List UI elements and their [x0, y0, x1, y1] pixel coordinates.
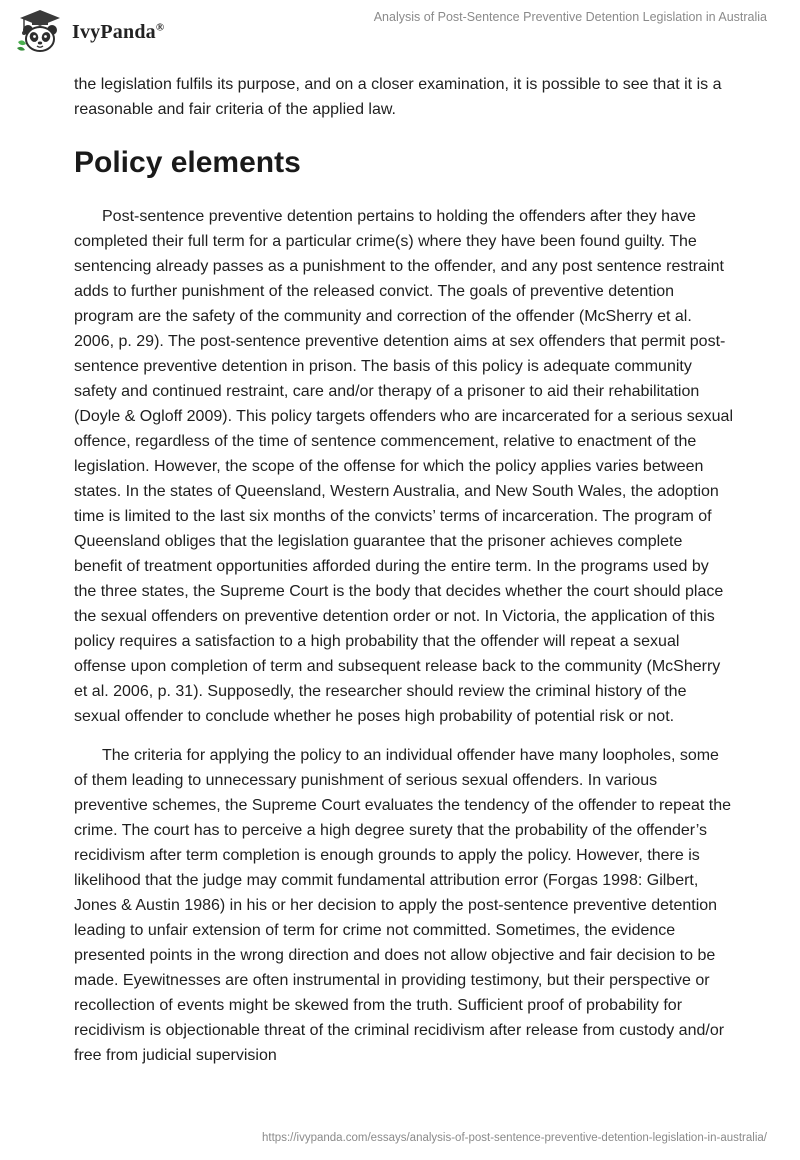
logo-text: IvyPanda® [72, 20, 165, 43]
ivypanda-logo[interactable] [14, 8, 164, 54]
page-header [0, 0, 800, 62]
source-url[interactable]: https://ivypanda.com/essays/analysis-of-post-sentence-preventive-detention-legislation-in-australia/ [262, 1132, 767, 1144]
section-heading: Policy elements [74, 146, 301, 179]
article-body [74, 72, 734, 1068]
body-paragraph-2: The criteria for applying the policy to an individual offender have many loopholes, some of them leading to unnecessary punishment of serious sexual offenders. In various preventive schemes, the Supreme Court evaluates the tendency of the offender to repeat the crime. The court has to perceive a high degree surety that the probability of the offender’s recidivism after term completion is enough grounds to apply the policy. However, there is likelihood that the judge may commit fundamental attribution error (Forgas 1998: Gilbert, Jones & Austin 1986) in his or her decision to apply the post-sentence preventive detention leading to unfair extension of term for crime not committed. Sometimes, the evidence presented points in the wrong direction and does not allow objective and fair decision to be made. Eyewitnesses are often instrumental in providing testimony, but their perspective or recollection of events might be skewed from the truth. Sufficient proof of probability for recidivism is objectionable threat of the criminal recidivism after release from custody and/or free from judicial supervision [74, 747, 731, 1064]
panda-graduate-icon [14, 8, 66, 54]
registered-mark: ® [155, 20, 165, 33]
body-paragraph-1: Post-sentence preventive detention pertains to holding the offenders after they have completed their full term for a particular crime(s) where they have been found guilty. The sentencing already passes as a punishment to the offender, and any post sentence restraint adds to further punishment of the released convict. The goals of preventive detention program are the safety of the community and correction of the offender (McSherry et al. 2006, p. 29). The post-sentence preventive detention aims at sex offenders that permit post-sentence preventive detention in prison. The basis of this policy is adequate community safety and continued restraint, care and/or therapy of a prisoner to aid their rehabilitation (Doyle & Ogloff 2009). This policy targets offenders who are incarcerated for a serious sexual offence, regardless of the time of sentence commencement, relative to enactment of the legislation. However, the scope of the offense for which the policy applies varies between states. In the states of Queensland, Western Australia, and New South Wales, the adoption time is limited to the last six months of the convicts’ terms of incarceration. The program of Queensland obliges that the legislation guarantee that the prisoner achieves complete benefit of treatment opportunities afforded during the entire term. In the programs used by the three states, the Supreme Court is the body that decides whether the court should place the sexual offenders on preventive detention order or not. In Victoria, the application of this policy requires a satisfaction to a high probability that the offender will repeat a sexual offense upon completion of term and subsequent release back to the community (McSherry et al. 2006, p. 31). Supposedly, the researcher should review the criminal history of the sexual offender to conclude whether he poses high probability of potential risk or not. [74, 208, 734, 725]
document-title: Analysis of Post-Sentence Preventive Detention Legislation in Australia [373, 10, 767, 24]
intro-paragraph: the legislation fulfils its purpose, and on a closer examination, it is possible to see that it is a reasonable and fair criteria of the applied law. [74, 76, 722, 118]
